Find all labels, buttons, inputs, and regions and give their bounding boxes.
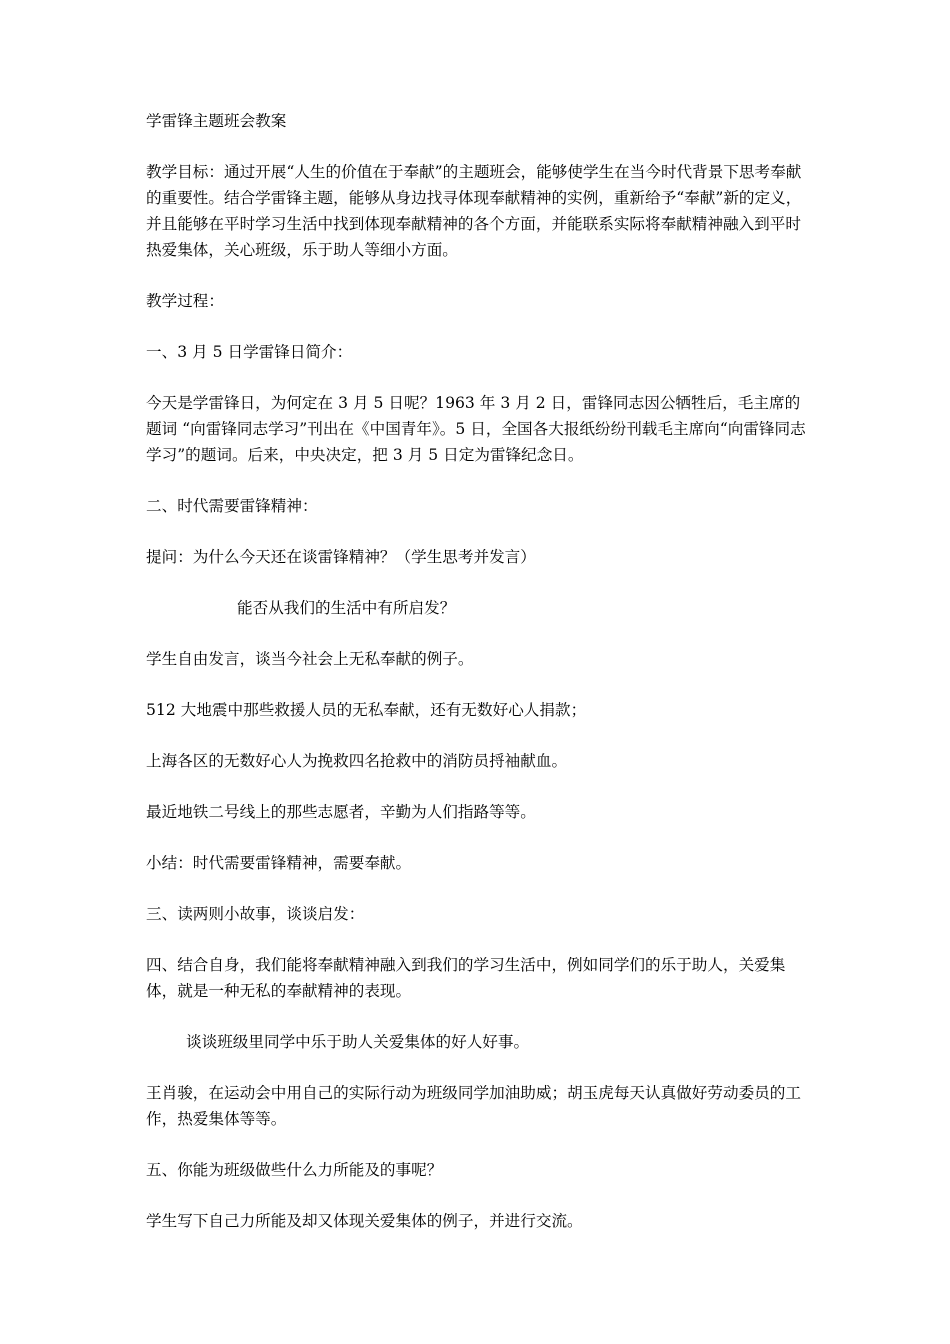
paragraph-good-deeds: 谈谈班级里同学中乐于助人关爱集体的好人好事。 bbox=[186, 1033, 530, 1051]
paragraph-volunteers: 最近地铁二号线上的那些志愿者，辛勤为人们指路等等。 bbox=[146, 803, 536, 821]
paragraph-write-examples: 学生写下自己力所能及却又体现关爱集体的例子，并进行交流。 bbox=[146, 1212, 583, 1230]
paragraph-examples: 王肖骏，在运动会中用自己的实际行动为班级同学加油助威；胡玉虎每天认真做好劳动委员的工作，热爱集体等等。 bbox=[146, 1084, 801, 1128]
section-4-paragraph: 四、结合自身，我们能将奉献精神融入到我们的学习生活中，例如同学们的乐于助人，关爱集体，就是一种无私的奉献精神的表现。 bbox=[146, 956, 786, 1000]
paragraph-lei-feng-day: 今天是学雷锋日，为何定在 3 月 5 日呢？1963 年 3 月 2 日，雷锋同志因公牺牲后，毛主席的题词 “向雷锋同志学习”刊出在《中国青年》。5 日，全国各大报纸纷纷刊载毛主席向“向雷锋同志学习”的题词。后来，中央决定，把 3 月 5 日定为雷锋纪念日。 bbox=[146, 394, 806, 464]
document-title: 学雷锋主题班会教案 bbox=[146, 112, 287, 130]
section-5-heading: 五、你能为班级做些什么力所能及的事呢？ bbox=[146, 1161, 443, 1179]
paragraph-objective: 教学目标：通过开展“人生的价值在于奉献”的主题班会，能够使学生在当今时代背景下思考奉献的重要性。结合学雷锋主题，能够从身边找寻体现奉献精神的实例，重新给予“奉献”新的定义，并且能够在平时学习生活中找到体现奉献精神的各个方面，并能联系实际将奉献精神融入到平时热爱集体，关心班级，乐于助人等细小方面。 bbox=[146, 163, 802, 259]
paragraph-inspiration-question: 能否从我们的生活中有所启发？ bbox=[237, 599, 456, 617]
paragraph-process-heading: 教学过程： bbox=[146, 292, 224, 310]
paragraph-students-speak: 学生自由发言，谈当今社会上无私奉献的例子。 bbox=[146, 650, 474, 668]
paragraph-earthquake: 512 大地震中那些救援人员的无私奉献，还有无数好心人捐款； bbox=[146, 701, 587, 719]
paragraph-question: 提问：为什么今天还在谈雷锋精神？（学生思考并发言） bbox=[146, 548, 536, 566]
paragraph-blood-donation: 上海各区的无数好心人为挽救四名抢救中的消防员捋袖献血。 bbox=[146, 752, 568, 770]
section-1-heading: 一、3 月 5 日学雷锋日简介： bbox=[146, 343, 353, 361]
section-3-heading: 三、读两则小故事，谈谈启发： bbox=[146, 905, 365, 923]
document-page bbox=[146, 108, 810, 1259]
section-2-heading: 二、时代需要雷锋精神： bbox=[146, 497, 318, 515]
paragraph-summary: 小结：时代需要雷锋精神，需要奉献。 bbox=[146, 854, 412, 872]
